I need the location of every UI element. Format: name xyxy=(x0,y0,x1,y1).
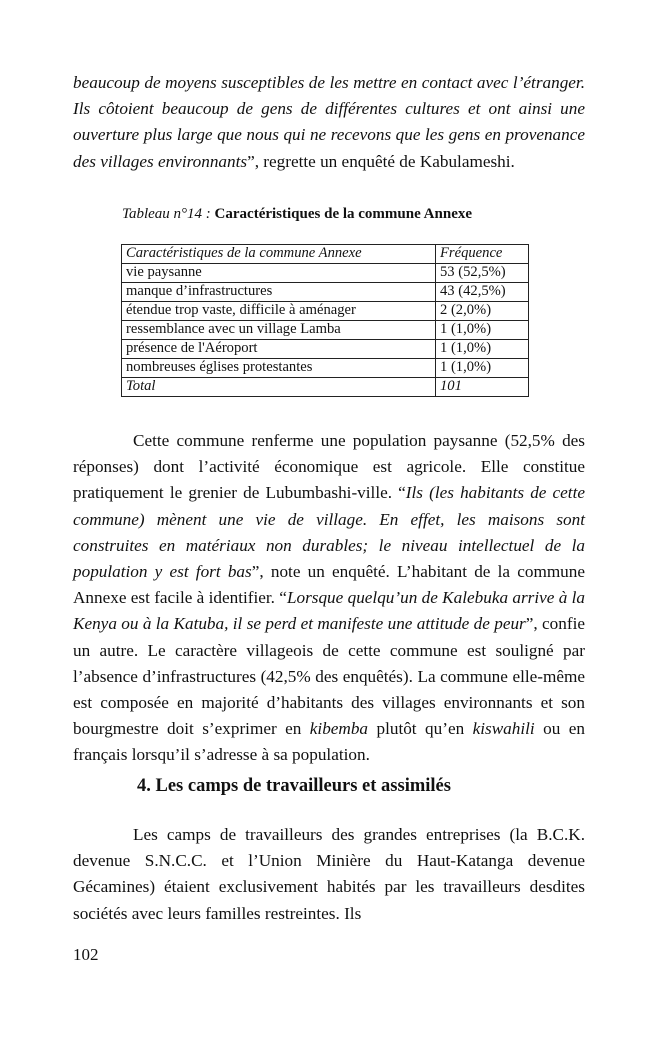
total-label: Total xyxy=(122,378,436,397)
row-value: 43 (42,5%) xyxy=(436,283,529,302)
main-text-4: plutôt qu’en xyxy=(368,719,473,739)
paragraph-main xyxy=(73,428,585,769)
row-value: 1 (1,0%) xyxy=(436,359,529,378)
table-header-frequency: Fréquence xyxy=(436,245,529,264)
total-value: 101 xyxy=(436,378,529,397)
main-quote-1: Ils (les habitants de cette commune) mènent une vie de village. En effet, les maisons sont construites en matériaux non durables; le niveau intellectuel de la population y est fort bas xyxy=(73,483,585,582)
language-kiswahili: kiswahili xyxy=(472,719,535,739)
table-row xyxy=(122,359,529,378)
table-total-row xyxy=(122,378,529,397)
row-label: manque d’infrastructures xyxy=(122,283,436,302)
section-paragraph: Les camps de travailleurs des grandes entreprises (la B.C.K. devenue S.N.C.C. et l’Union Minière du Haut-Katanga devenue Gécamines) étaient exclusivement habités par les travailleurs desdites sociétés avec leurs familles restreintes. Ils xyxy=(73,825,585,923)
row-label: nombreuses églises protestantes xyxy=(122,359,436,378)
table-row xyxy=(122,340,529,359)
table-caption-title: Caractéristiques de la commune Annexe xyxy=(214,206,473,222)
section-heading: 4. Les camps de travailleurs et assimilés xyxy=(137,776,451,796)
main-text-1: Cette commune renferme une population paysanne (52,5% des réponses) dont l’activité économique est agricole. Elle constitue pratiquement le grenier de Lubumbashi-ville. “ xyxy=(73,431,585,503)
main-text-3: ”, confie un autre. Le caractère villageois de cette commune est souligné par l’absence d’infrastructures (42,5% des enquêtés). La commune elle-même est composée en majorité d’habitants des villages environnants et son bourgmestre doit s’exprimer en xyxy=(73,614,585,739)
main-text-5: ou en français lorsqu’il s’adresse à sa population. xyxy=(73,719,585,765)
row-label: présence de l'Aéroport xyxy=(122,340,436,359)
page-number: 102 xyxy=(73,945,99,964)
language-kibemba: kibemba xyxy=(309,719,369,739)
row-value: 2 (2,0%) xyxy=(436,302,529,321)
characteristics-table xyxy=(121,244,529,397)
table-row xyxy=(122,321,529,340)
main-text-2: ”, note un enquêté. L’habitant de la commune Annexe est facile à identifier. “ xyxy=(73,562,586,608)
row-label: étendue trop vaste, difficile à aménager xyxy=(122,302,436,321)
row-value: 1 (1,0%) xyxy=(436,340,529,359)
table-caption xyxy=(122,205,472,223)
row-label: vie paysanne xyxy=(122,264,436,283)
table-header-row xyxy=(122,245,529,264)
table-header-characteristics: Caractéristiques de la commune Annexe xyxy=(122,245,436,264)
quote-text: beaucoup de moyens susceptibles de les mettre en contact avec l’étranger. Ils côtoient beaucoup de gens de différentes cultures et ont ainsi une ouverture plus large que nous qui ne recevons que les gens en provenance des villages environnants xyxy=(73,73,585,171)
quote-attribution: ”, regrette un enquêté de Kabulameshi. xyxy=(247,151,515,171)
paragraph-top xyxy=(73,70,585,175)
row-value: 53 (52,5%) xyxy=(436,264,529,283)
table-row xyxy=(122,264,529,283)
row-value: 1 (1,0%) xyxy=(436,321,529,340)
main-quote-2: Lorsque quelqu’un de Kalebuka arrive à la Kenya ou à la Katuba, il se perd et manifeste une attitude de peur xyxy=(73,588,585,634)
row-label: ressemblance avec un village Lamba xyxy=(122,321,436,340)
table-caption-label: Tableau n°14 : xyxy=(122,206,211,222)
table-row xyxy=(122,283,529,302)
table-row xyxy=(122,302,529,321)
